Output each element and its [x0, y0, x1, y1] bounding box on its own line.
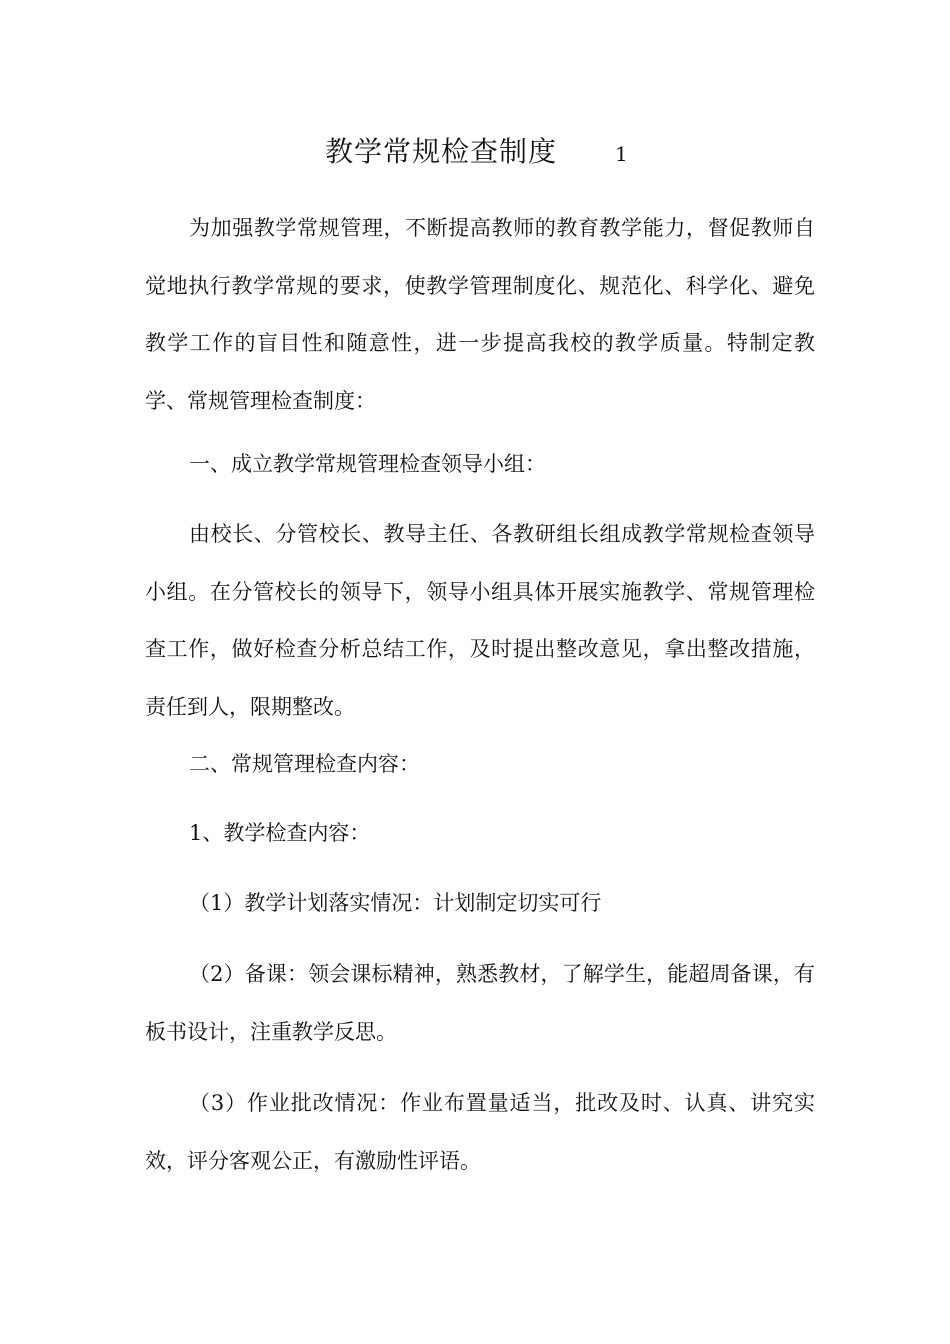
subsection-1-heading: 1、教学检查内容： — [189, 821, 371, 845]
title-row — [0, 130, 950, 174]
document-title: 教学常规检查制度 — [325, 135, 558, 168]
page-number: 1 — [615, 142, 628, 166]
section-2-heading: 二、常规管理检查内容： — [189, 752, 420, 776]
list-item-lesson-prep: （2）备课：领会课标精神，熟悉教材，了解学生，能超周备课，有板书设计，注重教学反思。 — [145, 962, 815, 1044]
section-1-body: 由校长、分管校长、教导主任、各教研组长组成教学常规检查领导小组。在分管校长的领导下，领导小组具体开展实施教学、常规管理检查工作，做好检查分析总结工作，及时提出整改意见，拿出整改措施，责任到人，限期整改。 — [145, 522, 815, 719]
intro-paragraph: 为加强教学常规管理，不断提高教师的教育教学能力，督促教师自觉地执行教学常规的要求，使教学管理制度化、规范化、科学化、避免教学工作的盲目性和随意性，进一步提高我校的教学质量。特制定教学、常规管理检查制度： — [145, 216, 815, 413]
list-item-homework: （3）作业批改情况：作业布置量适当，批改及时、认真、讲究实效，评分客观公正，有激励性评语。 — [145, 1091, 815, 1173]
section-1-heading: 一、成立教学常规管理检查领导小组： — [189, 452, 546, 476]
list-item-teaching-plan: （1）教学计划落实情况：计划制定切实可行 — [189, 891, 602, 915]
